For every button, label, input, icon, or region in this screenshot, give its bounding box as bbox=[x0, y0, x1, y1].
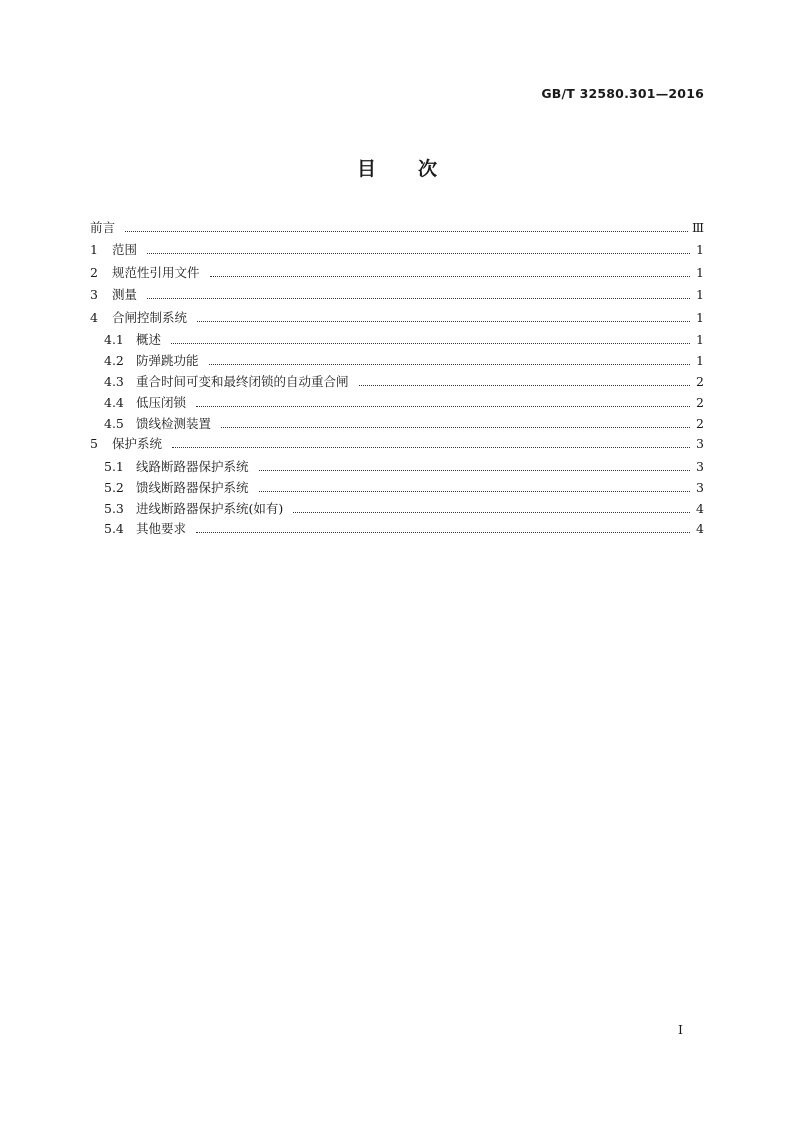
table-of-contents bbox=[90, 218, 704, 540]
toc-entry-page: 1 bbox=[696, 264, 704, 280]
toc-leader-dots bbox=[221, 415, 690, 428]
toc-entry[interactable] bbox=[90, 240, 704, 262]
toc-leader-dots bbox=[171, 331, 690, 344]
toc-entry-number: 5.4 bbox=[104, 521, 124, 537]
toc-entry-number: 5 bbox=[90, 436, 98, 452]
toc-leader-dots bbox=[196, 520, 690, 533]
toc-leader-dots bbox=[147, 286, 690, 299]
toc-entry-label: 重合时间可变和最终闭锁的自动重合闸 bbox=[136, 373, 349, 389]
toc-entry-number: 4 bbox=[90, 309, 98, 325]
toc-entry[interactable] bbox=[90, 372, 704, 393]
toc-entry-number: 4.5 bbox=[104, 415, 124, 431]
toc-entry-page: Ⅲ bbox=[691, 220, 704, 235]
toc-entry-page: 2 bbox=[696, 394, 704, 410]
toc-entry-label: 馈线检测装置 bbox=[136, 415, 212, 431]
toc-entry-label: 其他要求 bbox=[136, 521, 187, 537]
toc-entry-page: 3 bbox=[696, 436, 704, 452]
toc-entry-number: 5.1 bbox=[104, 458, 124, 474]
toc-leader-dots bbox=[196, 394, 690, 407]
toc-entry[interactable] bbox=[90, 457, 704, 478]
toc-entry-page: 3 bbox=[696, 479, 704, 495]
toc-entry-page: 1 bbox=[696, 331, 704, 347]
toc-entry-label: 范围 bbox=[112, 242, 138, 258]
toc-entry[interactable] bbox=[90, 218, 704, 240]
toc-leader-dots bbox=[209, 352, 690, 365]
toc-entry[interactable] bbox=[90, 434, 704, 456]
toc-entry-page: 3 bbox=[696, 458, 704, 474]
toc-entry-number: 4.4 bbox=[104, 394, 124, 410]
toc-entry-number: 2 bbox=[90, 264, 98, 280]
toc-entry[interactable] bbox=[90, 393, 704, 414]
toc-leader-dots bbox=[359, 373, 690, 386]
toc-entry-label: 防弹跳功能 bbox=[136, 352, 199, 368]
toc-entry-number: 5.2 bbox=[104, 479, 124, 495]
toc-entry-number: 1 bbox=[90, 242, 98, 258]
toc-entry-label: 馈线断路器保护系统 bbox=[136, 479, 249, 495]
toc-leader-dots bbox=[210, 264, 690, 277]
toc-entry-label: 合闸控制系统 bbox=[112, 309, 188, 325]
toc-entry-label: 进线断路器保护系统(如有) bbox=[136, 500, 284, 516]
toc-entry[interactable] bbox=[90, 351, 704, 372]
toc-entry[interactable] bbox=[90, 519, 704, 540]
toc-leader-dots bbox=[293, 500, 690, 513]
toc-entry-page: 2 bbox=[696, 373, 704, 389]
toc-entry[interactable] bbox=[90, 478, 704, 499]
toc-leader-dots bbox=[197, 309, 690, 322]
page-number: I bbox=[678, 1022, 683, 1037]
toc-entry-number: 5.3 bbox=[104, 500, 124, 516]
standard-code: GB/T 32580.301—2016 bbox=[541, 86, 704, 101]
toc-entry-label: 概述 bbox=[136, 331, 162, 347]
toc-entry-page: 1 bbox=[696, 309, 704, 325]
page-title: 目次 bbox=[356, 158, 479, 180]
toc-entry-page: 4 bbox=[696, 521, 704, 537]
toc-entry-label: 测量 bbox=[112, 287, 138, 303]
toc-leader-dots bbox=[172, 435, 690, 448]
toc-leader-dots bbox=[125, 219, 688, 232]
toc-entry[interactable] bbox=[90, 285, 704, 307]
toc-entry-page: 1 bbox=[696, 287, 704, 303]
toc-entry[interactable] bbox=[90, 308, 704, 330]
toc-entry-label: 规范性引用文件 bbox=[112, 264, 200, 280]
toc-entry-label: 线路断路器保护系统 bbox=[136, 458, 249, 474]
toc-entry[interactable] bbox=[90, 414, 704, 435]
toc-entry-page: 1 bbox=[696, 352, 704, 368]
toc-entry-page: 1 bbox=[696, 242, 704, 258]
toc-leader-dots bbox=[259, 458, 690, 471]
toc-entry-number: 3 bbox=[90, 287, 98, 303]
toc-leader-dots bbox=[147, 241, 690, 254]
toc-entry[interactable] bbox=[90, 263, 704, 285]
toc-entry-page: 4 bbox=[696, 500, 704, 516]
toc-entry-label: 保护系统 bbox=[112, 436, 163, 452]
toc-entry-page: 2 bbox=[696, 415, 704, 431]
toc-entry-number: 4.1 bbox=[104, 331, 124, 347]
toc-entry[interactable] bbox=[90, 330, 704, 351]
toc-entry-label: 前言 bbox=[90, 220, 116, 235]
toc-entry-number: 4.2 bbox=[104, 352, 124, 368]
toc-entry-label: 低压闭锁 bbox=[136, 394, 187, 410]
toc-entry-number: 4.3 bbox=[104, 373, 124, 389]
toc-entry[interactable] bbox=[90, 499, 704, 520]
toc-leader-dots bbox=[259, 479, 690, 492]
